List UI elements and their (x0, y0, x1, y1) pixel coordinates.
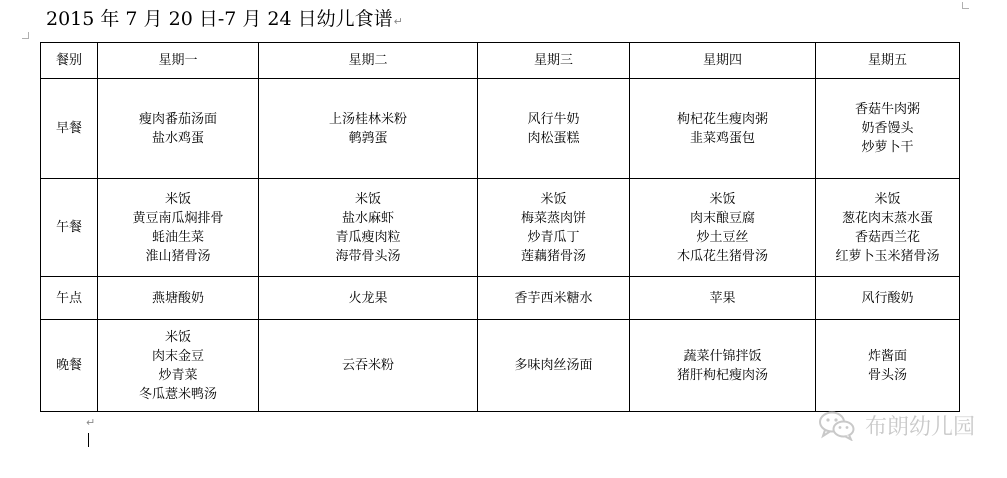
meal-row (41, 179, 960, 277)
dish-item: 肉末酿豆腐 (689, 210, 755, 226)
header-cell-day: 星期一 (98, 43, 259, 79)
meal-row (41, 79, 960, 179)
dish-item: 莲藕猪骨汤 (520, 248, 586, 264)
menu-cell (98, 179, 259, 277)
dish-item: 米饭 (874, 191, 901, 207)
meal-row (41, 277, 960, 320)
meal-type-cell: 午点 (41, 277, 98, 320)
dish-item: 风行酸奶 (861, 290, 914, 306)
margin-corner-mark (22, 32, 29, 39)
dish-item: 葱花肉末蒸水蛋 (841, 210, 933, 226)
page-title: 2015 年 7 月 20 日-7 月 24 日幼儿食谱↵ (46, 8, 403, 30)
dish-item: 苹果 (709, 290, 736, 306)
dish-item: 云吞米粉 (341, 358, 394, 373)
menu-cell (630, 320, 816, 412)
watermark (819, 410, 975, 441)
dish-item: 炒青瓜丁 (527, 229, 580, 245)
dish-item: 奶香馒头 (861, 121, 914, 136)
menu-cell (259, 277, 478, 320)
menu-cell (98, 79, 259, 179)
margin-corner-mark (962, 2, 969, 9)
menu-cell (259, 320, 478, 412)
dish-item: 米饭 (709, 191, 736, 207)
dish-item: 米饭 (164, 329, 191, 345)
dish-item: 炒青菜 (158, 367, 198, 383)
text-cursor[interactable] (88, 433, 89, 447)
dish-item: 炒萝卜干 (861, 140, 914, 155)
menu-cell (478, 320, 630, 412)
menu-cell (478, 79, 630, 179)
dish-item: 肉松蛋糕 (527, 130, 580, 146)
dish-item: 枸杞花生瘦肉粥 (676, 111, 768, 127)
menu-cell (630, 79, 816, 179)
watermark-text: 布朗幼儿园 (864, 415, 975, 440)
dish-item: 肉末金豆 (151, 348, 204, 364)
menu-cell (816, 79, 960, 179)
dish-item: 瘦肉番茄汤面 (138, 111, 217, 127)
dish-item: 海带骨头汤 (335, 248, 401, 264)
menu-table (40, 42, 960, 412)
paragraph-mark: ↵ (86, 416, 96, 429)
meal-row (41, 320, 960, 412)
dish-item: 米饭 (540, 191, 567, 207)
dish-item: 风行牛奶 (527, 111, 580, 127)
header-cell-day: 星期三 (478, 43, 630, 79)
meal-type-cell: 午餐 (41, 179, 98, 277)
wechat-icon (819, 411, 855, 441)
dish-item: 蔬菜什锦拌饭 (683, 348, 762, 364)
dish-item: 冬瓜薏米鸭汤 (138, 386, 217, 402)
menu-cell (816, 277, 960, 320)
dish-item: 多味肉丝汤面 (514, 358, 593, 373)
menu-cell (478, 277, 630, 320)
menu-cell (816, 179, 960, 277)
dish-item: 红萝卜玉米猪骨汤 (835, 248, 940, 264)
dish-item: 香芋西米糖水 (514, 290, 593, 306)
dish-item: 炒土豆丝 (696, 229, 749, 245)
header-cell-day: 星期二 (259, 43, 478, 79)
dish-item: 香菇西兰花 (854, 229, 920, 245)
menu-cell (630, 277, 816, 320)
header-cell-meal-type: 餐别 (41, 43, 98, 79)
dish-item: 炸酱面 (867, 348, 907, 364)
header-row (41, 43, 960, 79)
dish-item: 木瓜花生猪骨汤 (676, 248, 768, 264)
paragraph-mark: ↵ (393, 15, 403, 28)
dish-item: 盐水麻虾 (341, 210, 394, 226)
meal-type-cell: 晚餐 (41, 320, 98, 412)
dish-item: 香菇牛肉粥 (854, 102, 920, 117)
header-cell-day: 星期五 (816, 43, 960, 79)
menu-cell (259, 179, 478, 277)
header-cell-day: 星期四 (630, 43, 816, 79)
menu-cell (98, 320, 259, 412)
dish-item: 青瓜瘦肉粒 (335, 229, 401, 245)
dish-item: 米饭 (164, 191, 191, 207)
dish-item: 盐水鸡蛋 (151, 130, 204, 146)
meal-type-cell: 早餐 (41, 79, 98, 179)
dish-item: 骨头汤 (867, 367, 907, 383)
dish-item: 韭菜鸡蛋包 (689, 130, 755, 146)
dish-item: 火龙果 (348, 290, 388, 306)
dish-item: 燕塘酸奶 (151, 290, 204, 306)
menu-cell (478, 179, 630, 277)
dish-item: 淮山猪骨汤 (145, 248, 211, 264)
dish-item: 米饭 (354, 191, 381, 207)
menu-cell (816, 320, 960, 412)
dish-item: 梅菜蒸肉饼 (520, 210, 586, 226)
menu-cell (259, 79, 478, 179)
menu-cell (630, 179, 816, 277)
dish-item: 猪肝枸杞瘦肉汤 (676, 367, 768, 383)
dish-item: 黄豆南瓜焖排骨 (132, 210, 224, 226)
dish-item: 上汤桂林米粉 (328, 111, 407, 127)
menu-cell (98, 277, 259, 320)
dish-item: 蚝油生菜 (151, 229, 204, 245)
dish-item: 鹌鹑蛋 (348, 130, 388, 146)
